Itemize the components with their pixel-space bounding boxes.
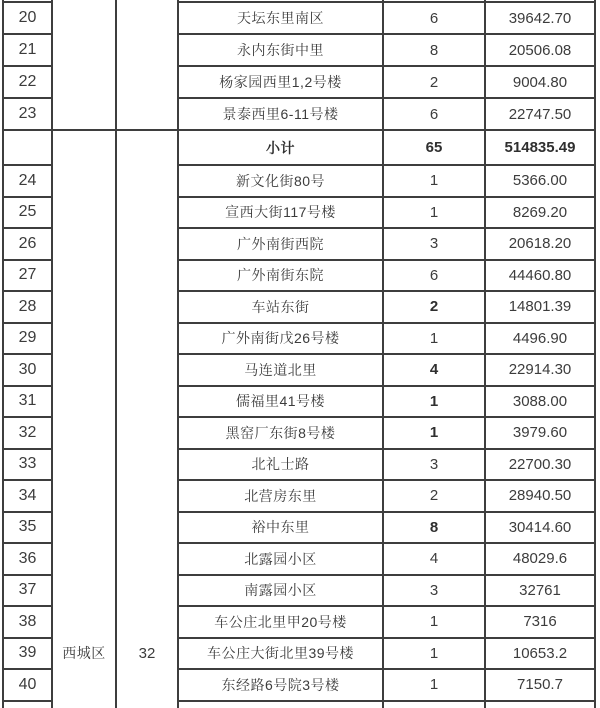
count-cell: 6 <box>429 105 439 123</box>
name-cell: 广外南街戊26号楼 <box>221 330 340 347</box>
count-cell: 3 <box>429 455 439 473</box>
value-cell: 30414.60 <box>508 518 572 536</box>
value-cell: 32761 <box>519 581 561 599</box>
row-number-cell: 38 <box>18 612 37 630</box>
name-cell: 东经路6号院3号楼 <box>221 676 340 693</box>
row-number-cell: 35 <box>18 518 37 536</box>
count-cell: 65 <box>425 139 443 156</box>
row-number-cell: 34 <box>18 486 37 504</box>
row-number-cell: 31 <box>18 392 37 410</box>
name-cell: 北营房东里 <box>244 487 317 504</box>
name-cell: 车公庄北里甲20号楼 <box>214 613 347 630</box>
row-number-cell: 20 <box>18 9 37 26</box>
name-cell: 杨家园西里1,2号楼 <box>219 74 342 90</box>
name-cell: 南露园小区 <box>244 582 317 599</box>
row-number-cell: 36 <box>18 549 37 567</box>
value-cell: 9004.80 <box>512 73 568 91</box>
row-number-cell: 27 <box>18 266 37 284</box>
count-cell: 1 <box>429 644 439 662</box>
name-cell: 儒福里41号楼 <box>235 393 326 410</box>
value-cell: 22914.30 <box>508 361 572 379</box>
value-cell: 28940.50 <box>508 487 572 505</box>
table-vline <box>115 0 117 708</box>
count-cell: 4 <box>429 550 439 568</box>
count-cell: 2 <box>429 73 439 91</box>
count-cell: 2 <box>429 298 439 316</box>
value-cell: 20618.20 <box>508 235 572 253</box>
name-cell: 广外南街东院 <box>237 267 324 284</box>
count-cell: 8 <box>429 518 439 536</box>
count-cell: 1 <box>429 172 439 190</box>
name-cell: 裕中东里 <box>251 519 310 536</box>
subtotal-label-cell: 小计 <box>266 139 295 156</box>
value-cell: 10653.2 <box>512 644 568 662</box>
name-cell: 黑窑厂东街8号楼 <box>225 424 336 441</box>
table-hline <box>178 700 595 702</box>
name-cell: 马连道北里 <box>244 361 317 378</box>
value-cell: 48029.6 <box>512 550 568 568</box>
value-cell: 22700.30 <box>508 455 572 473</box>
value-cell: 8269.20 <box>512 203 568 221</box>
value-cell: 3979.60 <box>512 424 568 442</box>
row-number-cell: 40 <box>18 675 37 693</box>
value-cell: 20506.08 <box>508 41 572 59</box>
name-cell: 北露园小区 <box>244 550 317 567</box>
count-cell: 1 <box>429 676 439 694</box>
row-number-cell: 28 <box>18 297 37 315</box>
row-number-cell: 25 <box>18 203 37 221</box>
value-cell: 39642.70 <box>508 9 572 27</box>
name-cell: 宣西大街117号楼 <box>225 204 336 221</box>
name-cell: 广外南街西院 <box>237 235 324 252</box>
table-hline <box>3 700 52 702</box>
count-cell: 4 <box>429 361 439 379</box>
row-number-cell: 37 <box>18 581 37 599</box>
row-number-cell: 33 <box>18 455 37 473</box>
row-number-cell: 21 <box>18 41 37 58</box>
count-cell: 1 <box>429 613 439 631</box>
name-cell: 车站东街 <box>251 298 310 315</box>
value-cell: 3088.00 <box>512 392 568 410</box>
district-name-cell: 西城区 <box>62 645 106 661</box>
name-cell: 天坛东里南区 <box>237 10 324 26</box>
row-number-cell: 32 <box>18 423 37 441</box>
value-cell: 14801.39 <box>508 298 572 316</box>
row-number-cell: 26 <box>18 234 37 252</box>
count-cell: 1 <box>429 203 439 221</box>
value-cell: 7316 <box>523 613 557 631</box>
value-cell: 4496.90 <box>512 329 568 347</box>
value-cell: 5366.00 <box>512 172 568 190</box>
name-cell: 永内东街中里 <box>237 42 324 58</box>
count-cell: 6 <box>429 9 439 27</box>
name-cell: 北礼士路 <box>251 456 310 473</box>
value-cell: 514835.49 <box>504 139 576 156</box>
value-cell: 7150.7 <box>517 676 563 694</box>
row-number-cell <box>3 130 52 165</box>
row-number-cell: 29 <box>18 329 37 347</box>
district-count-cell: 32 <box>138 644 156 662</box>
count-cell: 3 <box>429 581 439 599</box>
row-number-cell: 23 <box>18 105 37 122</box>
name-cell: 新文化街80号 <box>235 172 326 189</box>
count-cell: 2 <box>429 487 439 505</box>
count-cell: 1 <box>429 424 439 442</box>
count-cell: 1 <box>429 329 439 347</box>
value-cell: 22747.50 <box>508 105 572 123</box>
row-number-cell: 24 <box>18 171 37 189</box>
name-cell: 车公庄大街北里39号楼 <box>206 645 355 662</box>
value-cell: 44460.80 <box>508 266 572 284</box>
row-number-cell: 22 <box>18 73 37 90</box>
row-number-cell: 30 <box>18 360 37 378</box>
count-cell: 3 <box>429 235 439 253</box>
count-cell: 1 <box>429 392 439 410</box>
count-cell: 6 <box>429 266 439 284</box>
count-cell: 8 <box>429 41 439 59</box>
name-cell: 景泰西里6-11号楼 <box>222 106 339 122</box>
row-number-cell: 39 <box>18 644 37 662</box>
